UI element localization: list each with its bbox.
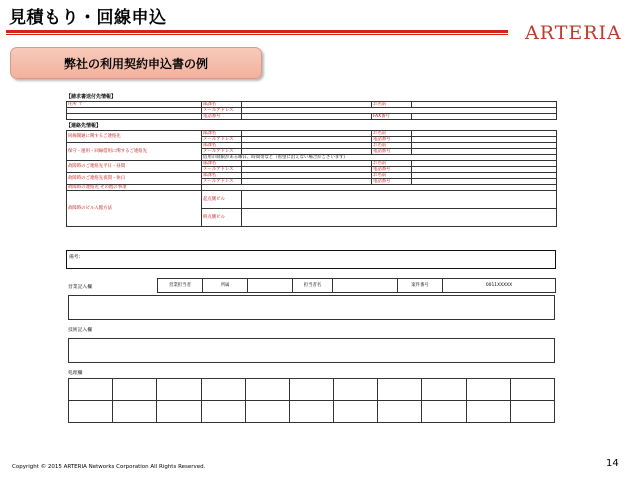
sales-label: 営業記入欄: [68, 285, 92, 290]
name-label: お名前: [372, 143, 412, 149]
tel-label: 電話番号: [202, 114, 242, 120]
affiliation-label: 所属: [203, 279, 248, 293]
staff-name-value: [333, 279, 398, 293]
address-value-2: [67, 114, 202, 120]
name-label: お名前: [372, 161, 412, 167]
page-number: 14: [606, 458, 619, 469]
mail-label: メールアドレス: [202, 167, 242, 173]
fax-label: FAX番号: [372, 114, 412, 120]
process-cell: [422, 379, 466, 401]
process-cell: [69, 379, 113, 401]
name-label: お名前: [372, 173, 412, 179]
mail-label: メールアドレス: [202, 149, 242, 155]
fax-value: [412, 114, 557, 120]
tel-label: 電話番号: [372, 167, 412, 173]
process-cell: [334, 401, 378, 423]
case-no-label: 案件番号: [398, 279, 443, 293]
tech-box: [68, 338, 555, 363]
tel-label: 電話番号: [372, 179, 412, 185]
contact-fault-other: 故障時の連絡先 その他の事項: [67, 185, 202, 191]
name-label: お名前: [372, 102, 412, 108]
process-cell: [245, 379, 289, 401]
process-cell: [113, 379, 157, 401]
arteria-logo: ARTERIA: [525, 22, 622, 44]
sales-rep-label: 営業担当者: [158, 279, 203, 293]
contact-maintenance: 保守・運用・回線借用に関するご連絡先: [67, 143, 202, 161]
mail-label: メールアドレス: [202, 108, 242, 114]
process-table: [68, 378, 555, 423]
start-building-value: [242, 191, 557, 209]
billing-table: [66, 101, 557, 120]
contact-fault-day: 故障時のご連絡先平日・昼間: [67, 161, 202, 173]
section-billing-header: 【請求書送付先情報】: [66, 94, 117, 100]
process-cell: [289, 401, 333, 423]
sales-box: [68, 295, 555, 320]
address-label: 住所 〒: [67, 102, 202, 108]
process-cell: [157, 379, 201, 401]
process-cell: [510, 401, 554, 423]
building-entry: 故障時のビル入館方法: [67, 191, 202, 227]
tel-value: [242, 114, 372, 120]
title-underline: [6, 30, 508, 33]
end-building-value: [242, 209, 557, 227]
slide-title: 見積もり・回線申込: [9, 8, 167, 28]
dept-label: 部課名: [202, 143, 242, 149]
end-building-label: 終点側ビル: [202, 209, 242, 227]
copyright-footer: Copyright © 2015 ARTERIA Networks Corporation All Rights Reserved.: [12, 464, 206, 470]
process-label: 処理欄: [68, 371, 83, 376]
tel-label: 電話番号: [372, 149, 412, 155]
title-underline-thin: [6, 34, 508, 35]
sales-table: [157, 278, 556, 293]
dept-label: 部課名: [202, 161, 242, 167]
process-cell: [466, 379, 510, 401]
tech-label: 技術記入欄: [68, 328, 92, 333]
process-cell: [378, 401, 422, 423]
process-cell: [466, 401, 510, 423]
process-cell: [245, 401, 289, 423]
restriction-note: 借用の制限がある曜日、時間帯など（希望に沿えない場合がございます）: [202, 155, 557, 161]
process-cell: [201, 379, 245, 401]
process-cell: [510, 379, 554, 401]
affiliation-value: [248, 279, 293, 293]
process-cell: [113, 401, 157, 423]
mail-label: メールアドレス: [202, 179, 242, 185]
process-cell: [201, 401, 245, 423]
tel-label: 電話番号: [372, 137, 412, 143]
process-cell: [157, 401, 201, 423]
application-form: [66, 94, 556, 227]
process-cell: [422, 401, 466, 423]
remarks-box: [66, 250, 556, 269]
name-label: お名前: [372, 131, 412, 137]
subtitle-pill: 弊社の利用契約申込書の例: [10, 47, 262, 79]
remarks-label: 備考:: [69, 255, 81, 260]
process-cell: [69, 401, 113, 423]
mail-label: メールアドレス: [202, 137, 242, 143]
process-cell: [334, 379, 378, 401]
dept-label: 部課名: [202, 102, 242, 108]
staff-name-label: 担当者名: [293, 279, 333, 293]
process-cell: [289, 379, 333, 401]
dept-label: 部課名: [202, 131, 242, 137]
contact-fault-night: 故障時のご連絡先夜間・休日: [67, 173, 202, 185]
contact-table: [66, 130, 557, 227]
case-no-value: 0011XXXXX: [443, 279, 556, 293]
dept-label: 部課名: [202, 173, 242, 179]
process-cell: [378, 379, 422, 401]
contact-opening: 回線開通に関するご連絡先: [67, 131, 202, 143]
start-building-label: 起点側ビル: [202, 191, 242, 209]
section-contact-header: 【連絡先情報】: [66, 123, 102, 129]
